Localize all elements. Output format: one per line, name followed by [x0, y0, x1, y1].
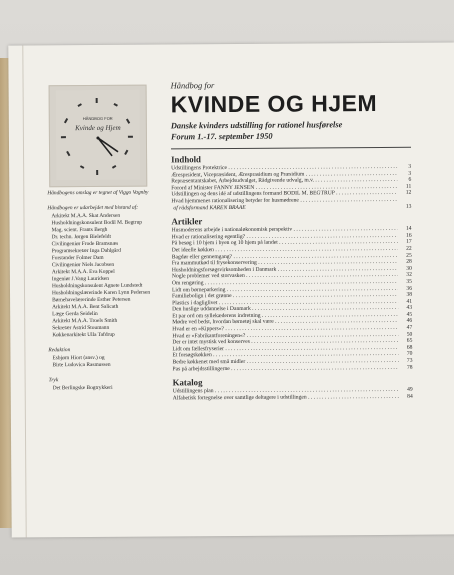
credit-line: Køkkenarkitekt Ulla Tafdrup — [52, 331, 115, 339]
toc-entry-title: Hvad hjemmenes rationalisering betyder for husmødrene . . . — [171, 197, 397, 205]
pre-title: Håndbog for — [170, 80, 215, 91]
credit-line: Læge Gerda Seidelin — [52, 310, 98, 318]
toc-entry-title: Bagdør eller gennemgang? . . . — [172, 252, 398, 260]
clock-icon — [56, 90, 141, 181]
credits-heading: Håndbogen er udarbejdet med bistand af: — [47, 204, 139, 212]
section-heading-artikler: Artikler — [171, 216, 203, 227]
toc-entry-page: 73 — [406, 357, 413, 364]
toc-entry-title: Hvad er en »Kippers«? . . . — [172, 325, 398, 333]
toc-entry-page: 13 — [405, 203, 412, 210]
toc-entry-page: 68 — [406, 344, 413, 351]
toc-entry-page: 3 — [408, 170, 412, 177]
credit-line: Husholdningslærerinde Karen Lynn Pedersen — [51, 289, 151, 297]
toc-entry-page: 46 — [406, 318, 413, 325]
toc-entry-title: Der er intet mystisk ved konserves . . . — [172, 338, 398, 346]
right-column — [163, 79, 413, 402]
credit-line: Arkitekt M.A.A. Skat Andersen — [51, 212, 121, 220]
credit-line: Arkitekt M.A.A. Troels Smith — [52, 317, 118, 325]
toc-artikler — [172, 226, 413, 373]
toc-entry-title: Repræsentantskabet, Arbejdsudvalget, Rådgivende udvalg, m.v. . . . — [171, 177, 397, 185]
tryk-heading: Tryk — [48, 377, 59, 384]
credit-line: Esbjørn Hiort (ansv.) og — [52, 354, 105, 362]
credit-line: Arkitekt M.A.A. Eva Koppel — [51, 268, 115, 276]
page-fold — [22, 45, 26, 537]
toc-entry-page: 3 — [408, 163, 412, 170]
toc-entry-page: 65 — [406, 337, 413, 345]
toc-entry-page: 84 — [407, 393, 413, 400]
svg-text:HÅNDBOG FOR: HÅNDBOG FOR — [82, 115, 113, 122]
booklet-page — [8, 42, 454, 537]
credit-line: Birte Ludovica Rasmussen — [52, 361, 111, 369]
toc-entry-title: Bedre køkkenet med små midler . . . — [172, 358, 398, 366]
redaktion-heading: Redaktion — [48, 347, 71, 354]
toc-entry-title: Alfabetisk fortegnelse over samtlige deltagere i udstillingen . . . — [173, 394, 399, 402]
toc-entry-title: Forord af Minister FANNY JENSEN . . . — [171, 184, 397, 192]
cover-caption: Håndbogens omslag er tegnet af Viggo Vagnby — [47, 189, 149, 197]
toc-entry-title: Et forsøgskøkken . . . — [172, 351, 398, 359]
toc-indhold — [171, 164, 411, 212]
page-title: KVINDE OG HJEM — [170, 89, 378, 118]
toc-entry-page: 45 — [406, 311, 413, 318]
toc-entry-title: Et par ord om syllekæderens indretning . . . — [172, 312, 398, 320]
redaktion-list — [38, 355, 156, 370]
toc-entry-page: 22 — [406, 245, 412, 252]
toc-entry-title: Udstillingens plan . . . — [173, 387, 399, 395]
credit-line: Civilingeniør Niels Jacobsen — [51, 261, 115, 269]
credit-line: Børnehavelærerinde Esther Petersen — [52, 296, 131, 304]
toc-entry-page: 49 — [407, 386, 413, 394]
toc-entry-page: 43 — [406, 305, 413, 312]
left-column — [37, 85, 157, 393]
toc-entry-title: Fra mammutkød til frysekonservering . . . — [172, 259, 398, 267]
toc-entry-page: 25 — [406, 252, 412, 259]
toc-entry-title: Husmoderens arbejde i nationaløkonomisk perspektiv . . . — [172, 226, 398, 234]
credit-line: Dr. techn. Jørgen Bielefeldt — [51, 233, 111, 241]
toc-entry-page: 17 — [406, 239, 412, 246]
toc-entry-page: 70 — [406, 351, 413, 358]
toc-entry — [173, 364, 413, 372]
toc-entry-page: 50 — [406, 331, 413, 338]
toc-entry-title: Lidt om børneparkering . . . — [172, 285, 398, 293]
toc-entry-title: Det ideelle køkken . . . — [172, 246, 398, 254]
subtitle-dates: Forum 1.-17. september 1950 — [170, 131, 273, 142]
toc-entry-title: Lidt om fællesfryserier . . . — [172, 345, 398, 353]
credit-line: Forstander Folmer Dam — [51, 254, 104, 262]
toc-entry — [173, 394, 413, 402]
toc-entry — [171, 203, 411, 211]
toc-entry-page: 12 — [405, 190, 412, 197]
toc-katalog — [173, 387, 413, 402]
section-heading-indhold: Indhold — [171, 154, 201, 165]
divider — [171, 147, 411, 150]
section-heading-katalog: Katalog — [172, 377, 203, 388]
credit-line: Husholdningskonsulent Bodil M. Begtrup — [51, 219, 143, 227]
toc-entry-page: 78 — [406, 364, 413, 371]
subtitle: Danske kvinders udstilling for rationel husførelse — [170, 120, 343, 131]
toc-entry-page: 16 — [406, 232, 412, 239]
toc-entry-page: 14 — [405, 225, 412, 232]
toc-entry-title: Pas på arbejdsstillingerne . . . — [173, 364, 399, 372]
tryk-list — [39, 385, 157, 393]
toc-entry-title: Udstillingen og dens idé af udstillingens formand BODIL M. BEGTRUP . . . — [171, 190, 397, 198]
toc-entry-page: 6 — [408, 176, 412, 183]
credit-line: Husholdningskonsulent Agnete Lundstedt — [51, 282, 143, 290]
toc-entry-page: 32 — [406, 272, 412, 279]
toc-entry-title: Nogle problemer ved storvasken . . . — [172, 272, 398, 280]
credits-list — [37, 213, 156, 340]
toc-entry-page: 41 — [406, 298, 413, 305]
toc-entry-title: Om rengøring . . . — [172, 279, 398, 287]
toc-entry-title: Hvad er rationalisering egentlig? . . . — [172, 233, 398, 241]
toc-entry-page: 38 — [406, 291, 413, 298]
cover-thumbnail — [49, 85, 148, 188]
toc-entry-title: Den huslige uddannelse i Danmark . . . — [172, 305, 398, 313]
toc-entry-page: 47 — [406, 324, 413, 331]
svg-text:Kvinde og Hjem: Kvinde og Hjem — [75, 123, 121, 133]
credit-line: Det Berlingske Bogtrykkeri — [52, 384, 113, 392]
toc-entry-title: Plastics i dagliglivet . . . — [172, 299, 398, 307]
credit-line: Sekretær Astrid Stoumann — [52, 324, 110, 332]
toc-entry-title: Husholdningsforsøgsvirksomheden i Danmark . . . — [172, 266, 398, 274]
credit-line: Civilingeniør Frode Bramsnæs — [51, 240, 119, 248]
toc-entry-page: 30 — [406, 265, 412, 272]
toc-entry-title: Hvad er »Fabrikantforeningen«? . . . — [172, 332, 398, 340]
toc-entry-title: Familiebolign i det grønne . . . — [172, 292, 398, 300]
toc-entry-page: 11 — [405, 183, 412, 190]
credit-line: Mag. scient. Frants Bergh — [51, 226, 108, 234]
credit-line: Ingeniør J.Vang Lauridsen — [51, 275, 109, 283]
toc-entry-title: Æresprsident, Vicepræsident, Æresprasidium og Præsidium . . . — [171, 170, 397, 178]
toc-entry-page: 28 — [406, 258, 412, 265]
toc-entry-title: af rådsformand KAREN BRAAE — [173, 204, 246, 211]
credit-line: Programsekretær Inga Dahlgård — [51, 247, 121, 255]
toc-entry-title: Mødre ved bedst, hvordan børnetøj skal være . . . — [172, 318, 398, 326]
credit-line: Arkitekt M.A.A. Bent Salicath — [52, 303, 119, 311]
toc-entry-title: Udstillingens Protektrice . . . — [171, 164, 397, 172]
toc-entry-page: 36 — [406, 285, 413, 292]
toc-entry-page: 35 — [406, 278, 412, 285]
toc-entry-title: På besøg i 10 hjem i byen og 10 hjem på landet . . . — [172, 239, 398, 247]
